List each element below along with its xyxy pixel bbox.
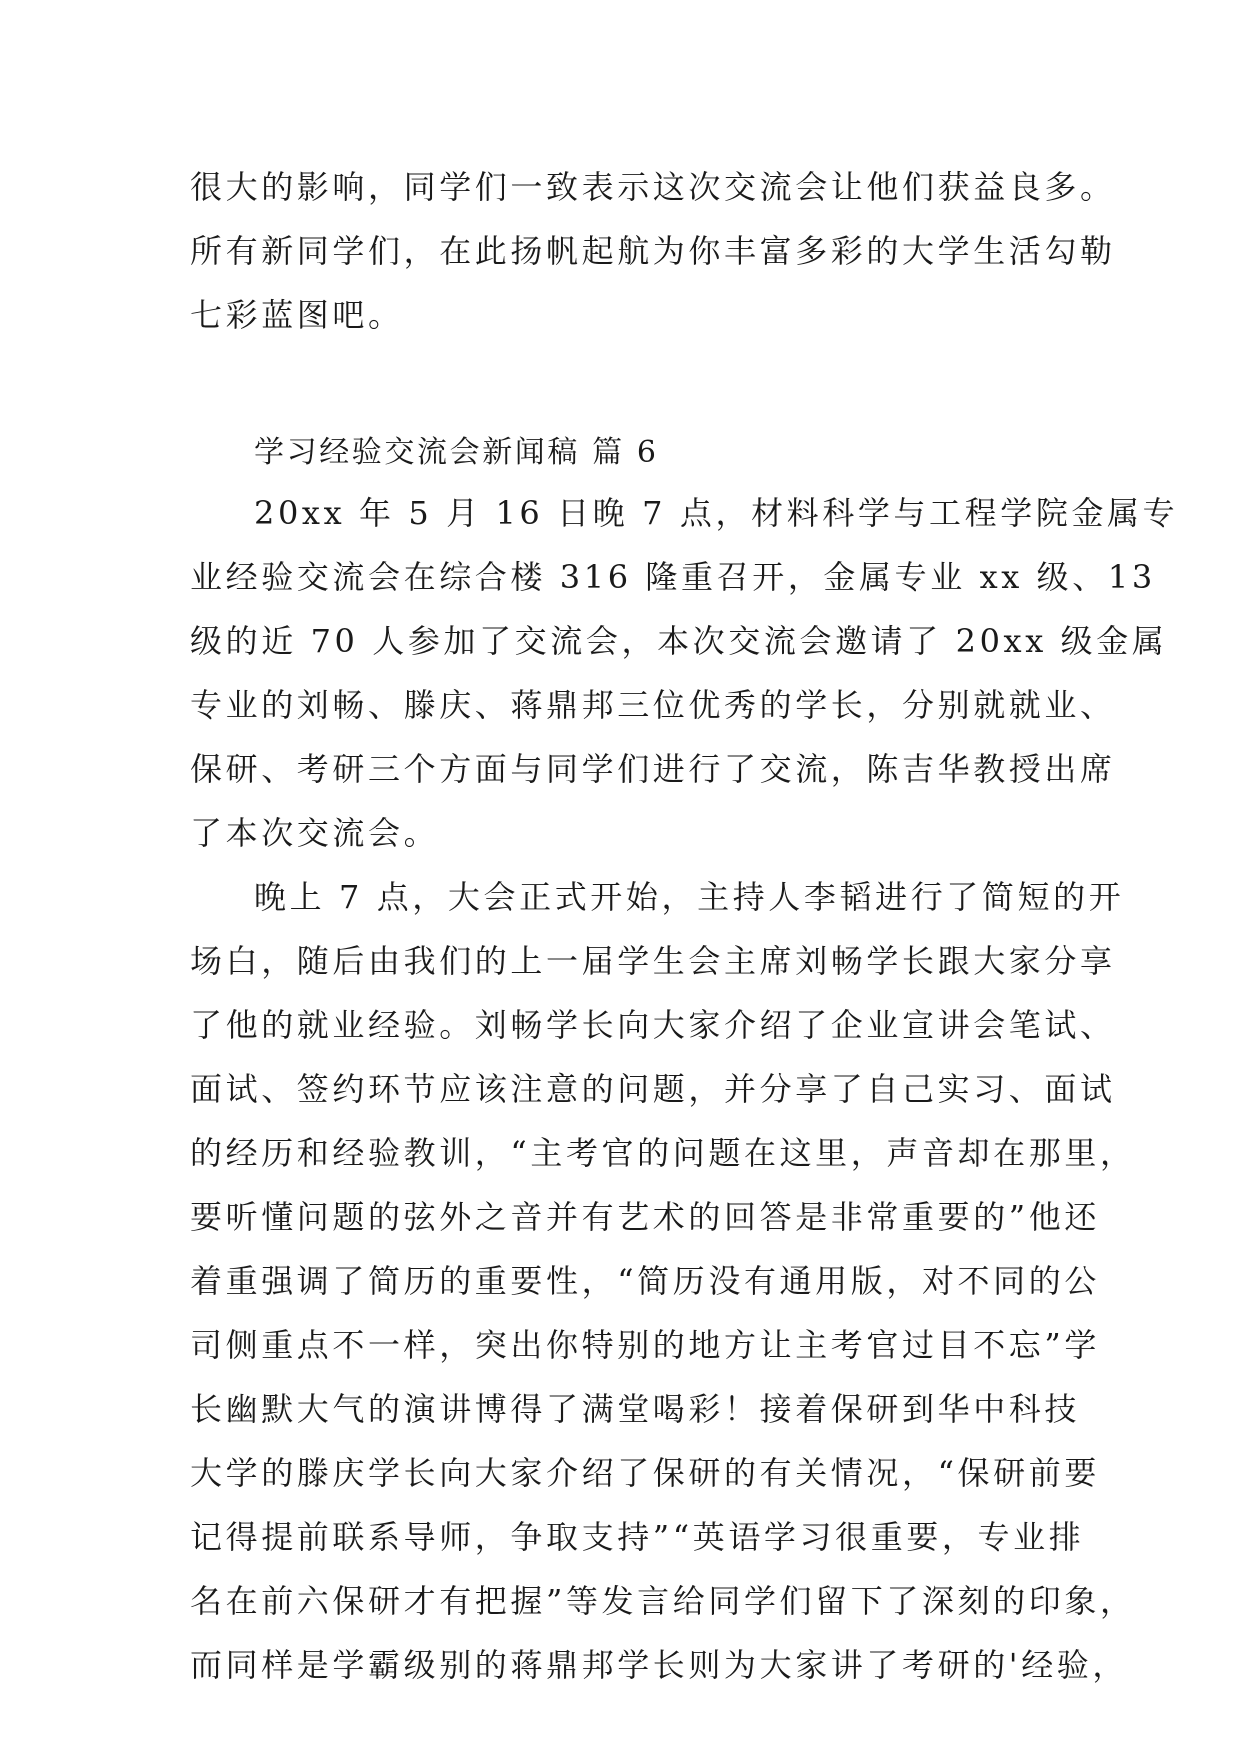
paragraph-line: 大学的滕庆学长向大家介绍了保研的有关情况，“保研前要 [190,1454,1100,1492]
paragraph-line: 记得提前联系导师，争取支持”“英语学习很重要，专业排 [190,1518,1085,1556]
paragraph-line: 级的近 70 人参加了交流会，本次交流会邀请了 20xx 级金属 [190,622,1168,660]
paragraph-line: 保研、考研三个方面与同学们进行了交流，陈吉华教授出席 [190,750,1116,788]
paragraph-line: 名在前六保研才有把握”等发言给同学们留下了深刻的印象， [190,1582,1136,1620]
paragraph-line: 业经验交流会在综合楼 316 隆重召开，金属专业 xx 级、13 [190,558,1156,596]
paragraph-line: 专业的刘畅、滕庆、蒋鼎邦三位优秀的学长，分别就就业、 [190,686,1116,724]
paragraph-line: 了本次交流会。 [190,814,440,852]
paragraph-line: 要听懂问题的弦外之音并有艺术的回答是非常重要的”他还 [190,1198,1100,1236]
paragraph-line: 面试、签约环节应该注意的问题，并分享了自己实习、面试 [190,1070,1116,1108]
paragraph-line: 晚上 7 点，大会正式开始，主持人李韬进行了简短的开 [254,878,1125,916]
paragraph-line: 着重强调了简历的重要性，“简历没有通用版，对不同的公 [190,1262,1100,1300]
paragraph-line: 长幽默大气的演讲博得了满堂喝彩！接着保研到华中科技 [190,1390,1081,1428]
intro-line: 所有新同学们，在此扬帆起航为你丰富多彩的大学生活勾勒 [190,232,1116,270]
paragraph-line: 场白，随后由我们的上一届学生会主席刘畅学长跟大家分享 [190,942,1116,980]
intro-line: 七彩蓝图吧。 [190,296,404,334]
paragraph-2 [190,865,1136,1697]
paragraph-line: 了他的就业经验。刘畅学长向大家介绍了企业宣讲会笔试、 [190,1006,1116,1044]
paragraph-1 [190,481,1179,865]
section-spacer [190,347,1070,425]
paragraph-line: 的经历和经验教训，“主考官的问题在这里，声音却在那里， [190,1134,1136,1172]
paragraph-line: 20xx 年 5 月 16 日晚 7 点，材料科学与工程学院金属专 [254,494,1179,532]
paragraph-line: 司侧重点不一样，突出你特别的地方让主考官过目不忘”学 [190,1326,1100,1364]
intro-line: 很大的影响，同学们一致表示这次交流会让他们获益良多。 [190,168,1116,206]
document-body [190,155,1179,1697]
section-heading: 学习经验交流会新闻稿 篇 6 [254,435,659,470]
paragraph-line: 而同样是学霸级别的蒋鼎邦学长则为大家讲了考研的'经验， [190,1646,1128,1684]
